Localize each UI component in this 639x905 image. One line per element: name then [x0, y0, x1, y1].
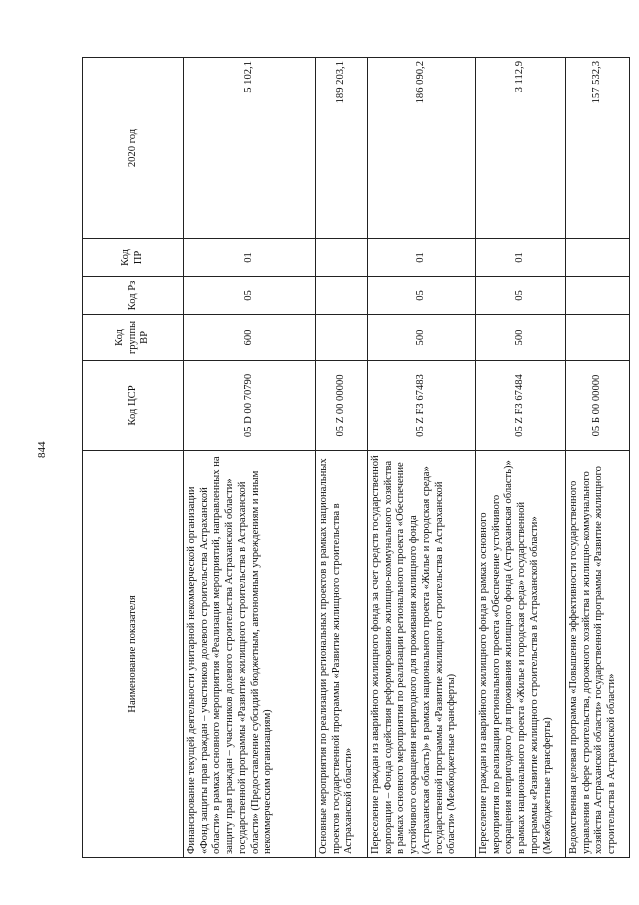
row-amount: 3 112,9 [476, 58, 566, 239]
row-pr: 01 [476, 239, 566, 277]
row-name: Ведомственная целевая программа «Повышение эффективности государственного управления в сфере строительства, дорожного хозяйства и жилищно-коммунального хозяйства Астраханской области» государственной программы «Развитие жилищного строительства в Астраханской области» [566, 451, 630, 858]
row-name: Основные мероприятия по реализации региональных проектов в рамках национальных проектов государственной программы «Развитие жилищного строительства в Астраханской области» [316, 451, 368, 858]
row-pr [316, 239, 368, 277]
table-row [368, 58, 476, 858]
table-header-row [83, 58, 184, 858]
header-vr: Код группы ВР [83, 315, 184, 361]
row-name: Финансирование текущей деятельности унитарной некоммерческой организации «Фонд защиты прав граждан – участников долевого строительства Астраханской области» в рамках основного мероприятия «Реализация мероприятий, направленных на защиту прав граждан – участников долевого строительства Астраханской области» государственной программы «Развитие жилищного строительства в Астраханской области» (Предоставление субсидий бюджетным, автономным учреждениям и иным некоммерческим организациям) [184, 451, 316, 858]
row-csr: 05 D 00 70790 [184, 361, 316, 451]
table-row [476, 58, 566, 858]
page-number: 844 [36, 441, 48, 458]
row-rz: 05 [476, 277, 566, 315]
row-pr: 01 [184, 239, 316, 277]
header-pr: Код ПР [83, 239, 184, 277]
row-rz [566, 277, 630, 315]
row-vr [566, 315, 630, 361]
row-rz: 05 [368, 277, 476, 315]
row-amount: 186 090,2 [368, 58, 476, 239]
row-csr: 05 Z 00 00000 [316, 361, 368, 451]
row-csr: 05 Б 00 00000 [566, 361, 630, 451]
header-name: Наименование показателя [83, 451, 184, 858]
rotated-table-container [82, 58, 618, 858]
row-amount: 157 532,3 [566, 58, 630, 239]
row-vr: 500 [368, 315, 476, 361]
row-csr: 05 Z F3 67483 [368, 361, 476, 451]
row-vr: 500 [476, 315, 566, 361]
row-vr [316, 315, 368, 361]
row-pr: 01 [368, 239, 476, 277]
row-amount: 5 102,1 [184, 58, 316, 239]
budget-table [82, 57, 630, 858]
row-vr: 600 [184, 315, 316, 361]
header-year: 2020 год [83, 58, 184, 239]
header-csr: Код ЦСР [83, 361, 184, 451]
table-row [184, 58, 316, 858]
row-rz [316, 277, 368, 315]
header-rz: Код Рз [83, 277, 184, 315]
table-row [566, 58, 630, 858]
row-rz: 05 [184, 277, 316, 315]
table-row [316, 58, 368, 858]
row-name: Переселение граждан из аварийного жилищного фонда за счет средств государственной корпорации – Фонда содействия реформированию жилищно-коммунального хозяйства в рамках основного мероприятия по реализации регионального проекта «Обеспечение устойчивого сокращения непригодного для проживания жилищного фонда (Астраханская область)» в рамках национального проекта «Жилье и городская среда» государственной программы «Развитие жилищного строительства в Астраханской области» (Межбюджетные трансферты) [368, 451, 476, 858]
row-name: Переселение граждан из аварийного жилищного фонда в рамках основного мероприятия по реализации регионального проекта «Обеспечение устойчивого сокращения непригодного для проживания жилищного фонда (Астраханская область)» в рамках национального проекта «Жилье и городская среда» государственной программы «Развитие жилищного строительства в Астраханской области» (Межбюджетные трансферты) [476, 451, 566, 858]
row-csr: 05 Z F3 67484 [476, 361, 566, 451]
row-pr [566, 239, 630, 277]
row-amount: 189 203,1 [316, 58, 368, 239]
